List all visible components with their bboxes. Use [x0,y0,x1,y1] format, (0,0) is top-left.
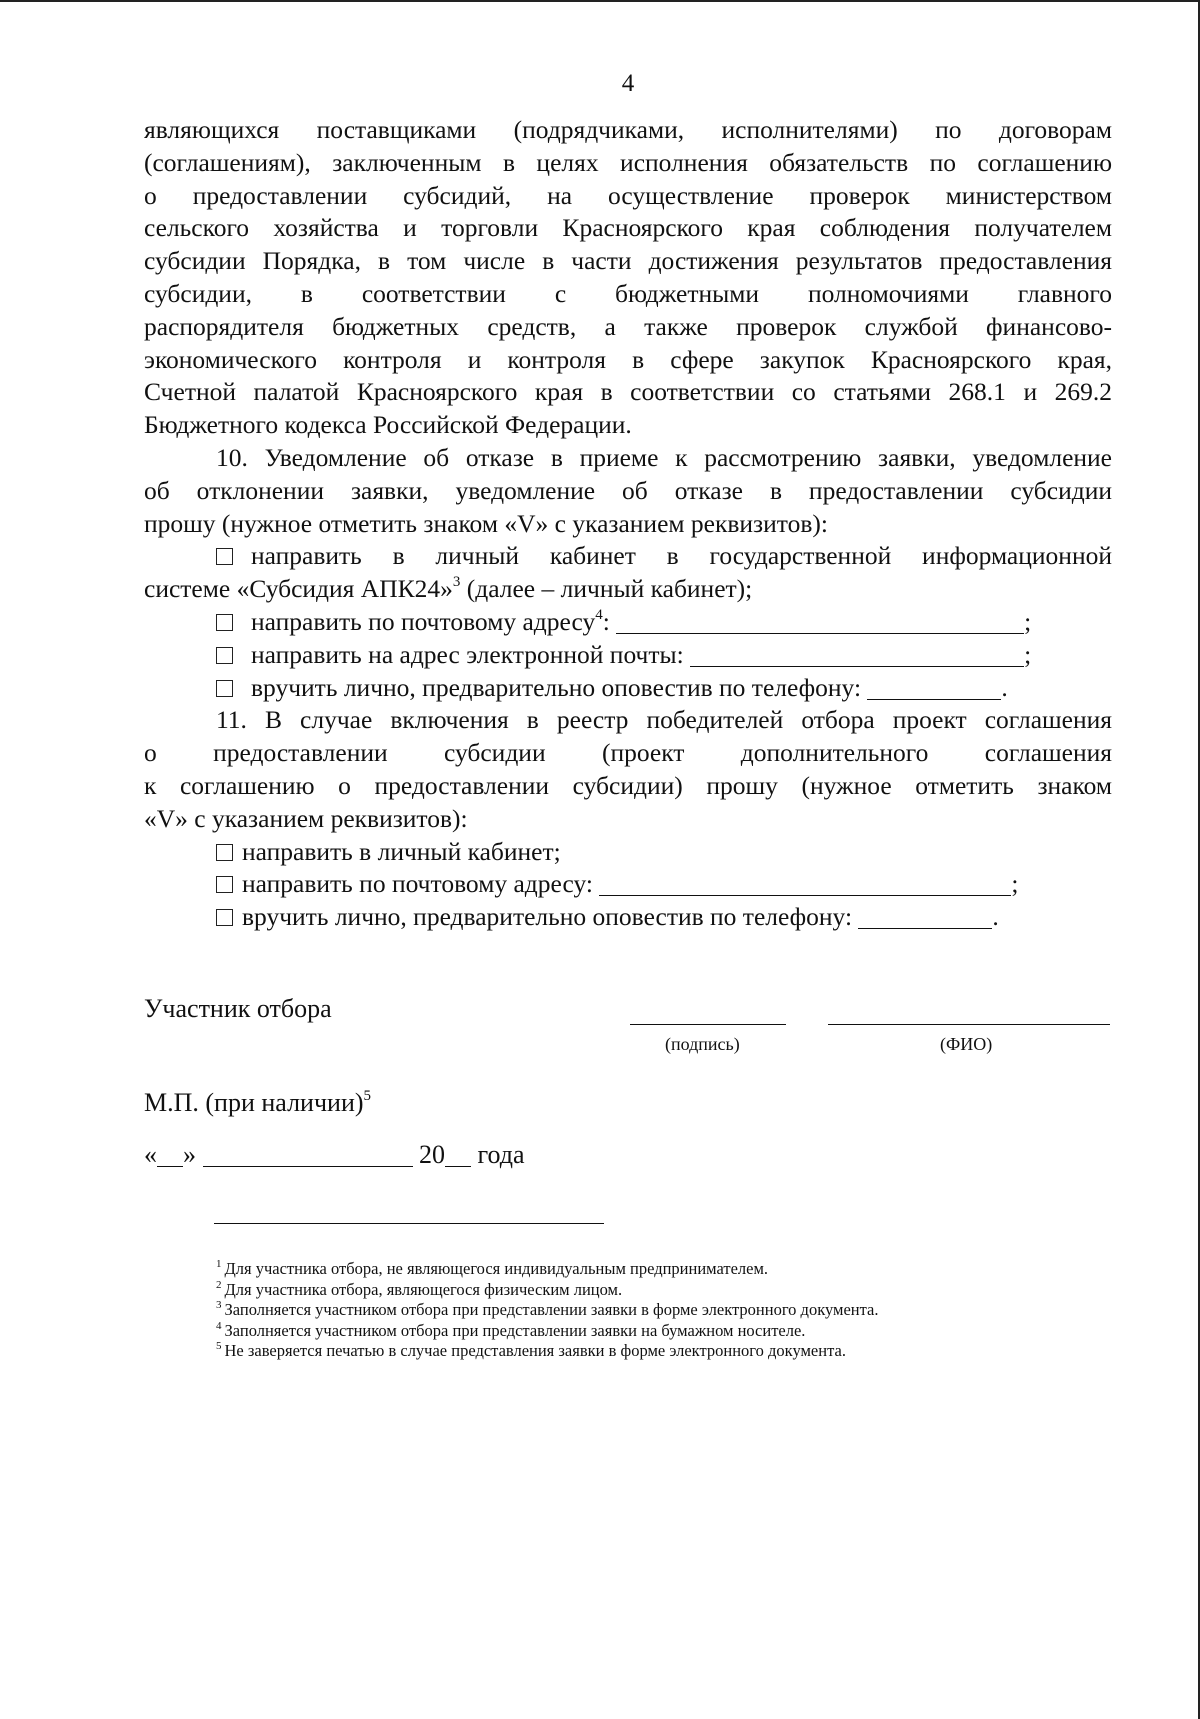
footnote: $^1$ Для участника отбора, не являющегося индивидуальным предпринимателем. [216,1258,769,1278]
text-line: (соглашениям), заключенным в целях исполнения обязательств по соглашению [144,147,1112,177]
text-line: Счетной палатой Красноярского края в соответствии со статьями 268.1 и 269.2 [144,377,1112,407]
checkbox[interactable] [216,680,233,697]
full-name-field[interactable] [828,1024,1110,1025]
text-line: об отклонении заявки, уведомление об отказе в предоставлении субсидии [144,475,1112,505]
signature-caption: (подпись) [665,1034,740,1054]
footnote: $^3$ Заполняется участником отбора при представлении заявки в форме электронного документа. [216,1299,879,1320]
footnote-ref: 4 [595,606,603,623]
option-personal-cabinet: направить в личный кабинет; [144,836,1112,869]
text-line: субсидии, в соответствии с бюджетными полномочиями главного [144,278,1112,308]
day-field[interactable] [157,1142,183,1167]
scan-edge-top [0,0,1200,2]
checkbox[interactable] [216,647,233,664]
checkbox[interactable] [216,844,233,861]
postal-address-field[interactable] [616,609,1024,634]
option-personal-cabinet-gis: направить в личный кабинет в государственной информационной [144,540,1112,573]
option-email: направить на адрес электронной почты: ; [144,639,1112,672]
footnotes [216,1259,1116,1362]
option-hand-delivery-2: вручить лично, предварительно оповестив по телефону: . [144,901,1112,934]
text-line: распорядителя бюджетных средств, а также проверок службой финансово- [144,311,1112,341]
footnote-ref: 3 [452,574,461,591]
text-line: о предоставлении субсидий, на осуществление проверок министерством [144,180,1112,210]
full-name-caption: (ФИО) [940,1034,993,1054]
month-field[interactable] [203,1142,413,1167]
text-line: о предоставлении субсидии (проект дополнительного соглашения [144,738,1112,768]
option-personal-cabinet-gis-cont: системе «Субсидия АПК24»$^3$ (далее – личный кабинет); [144,574,753,604]
text-line: 11. В случае включения в реестр победителей отбора проект соглашения [216,705,1112,735]
phone-field[interactable] [867,675,1001,700]
text-line: 10. Уведомление об отказе в приеме к рассмотрению заявки, уведомление [216,442,1112,472]
text-line: «V» с указанием реквизитов): [144,803,468,833]
signature-label: Участник отбора [144,994,332,1023]
text-line: Бюджетного кодекса Российской Федерации. [144,410,632,440]
text-line: сельского хозяйства и торговли Красноярского края соблюдения получателем [144,213,1112,243]
option-hand-delivery: вручить лично, предварительно оповестив по телефону: . [144,672,1112,705]
option-postal-address-2: направить по почтовому адресу: ; [144,868,1112,901]
checkbox[interactable] [216,548,233,565]
stamp-label: М.П. (при наличии)$^5$ [144,1088,372,1117]
date-line: « » 20 года [144,1140,525,1169]
year-field[interactable] [445,1142,471,1167]
footnote-ref: 5 [363,1088,372,1104]
text-line: экономического контроля и контроля в сфере закупок Красноярского края, [144,344,1112,374]
checkbox[interactable] [216,614,233,631]
footnote: $^5$ Не заверяется печатью в случае представления заявки в форме электронного документа. [216,1340,846,1361]
document-body [144,114,1112,934]
text-line: прошу (нужное отметить знаком «V» с указанием реквизитов): [144,508,828,538]
option-postal-address: направить по почтовому адресу$^4$: ; [144,606,1112,639]
checkbox[interactable] [216,909,233,926]
text-line: к соглашению о предоставлении субсидии) прошу (нужное отметить знаком [144,770,1112,800]
phone-field-2[interactable] [858,904,992,929]
email-field[interactable] [690,642,1024,667]
checkbox[interactable] [216,876,233,893]
page-number: 4 [621,70,635,97]
footnote-divider [214,1223,604,1224]
footnote: $^4$ Заполняется участником отбора при представлении заявки на бумажном носителе. [216,1319,806,1340]
footnote: $^2$ Для участника отбора, являющегося физическим лицом. [216,1278,623,1299]
text-line: субсидии Порядка, в том числе в части достижения результатов предоставления [144,246,1112,276]
signature-field[interactable] [630,1024,786,1025]
postal-address-field-2[interactable] [599,871,1011,896]
text-line: являющихся поставщиками (подрядчиками, исполнителями) по договорам [144,115,1112,144]
